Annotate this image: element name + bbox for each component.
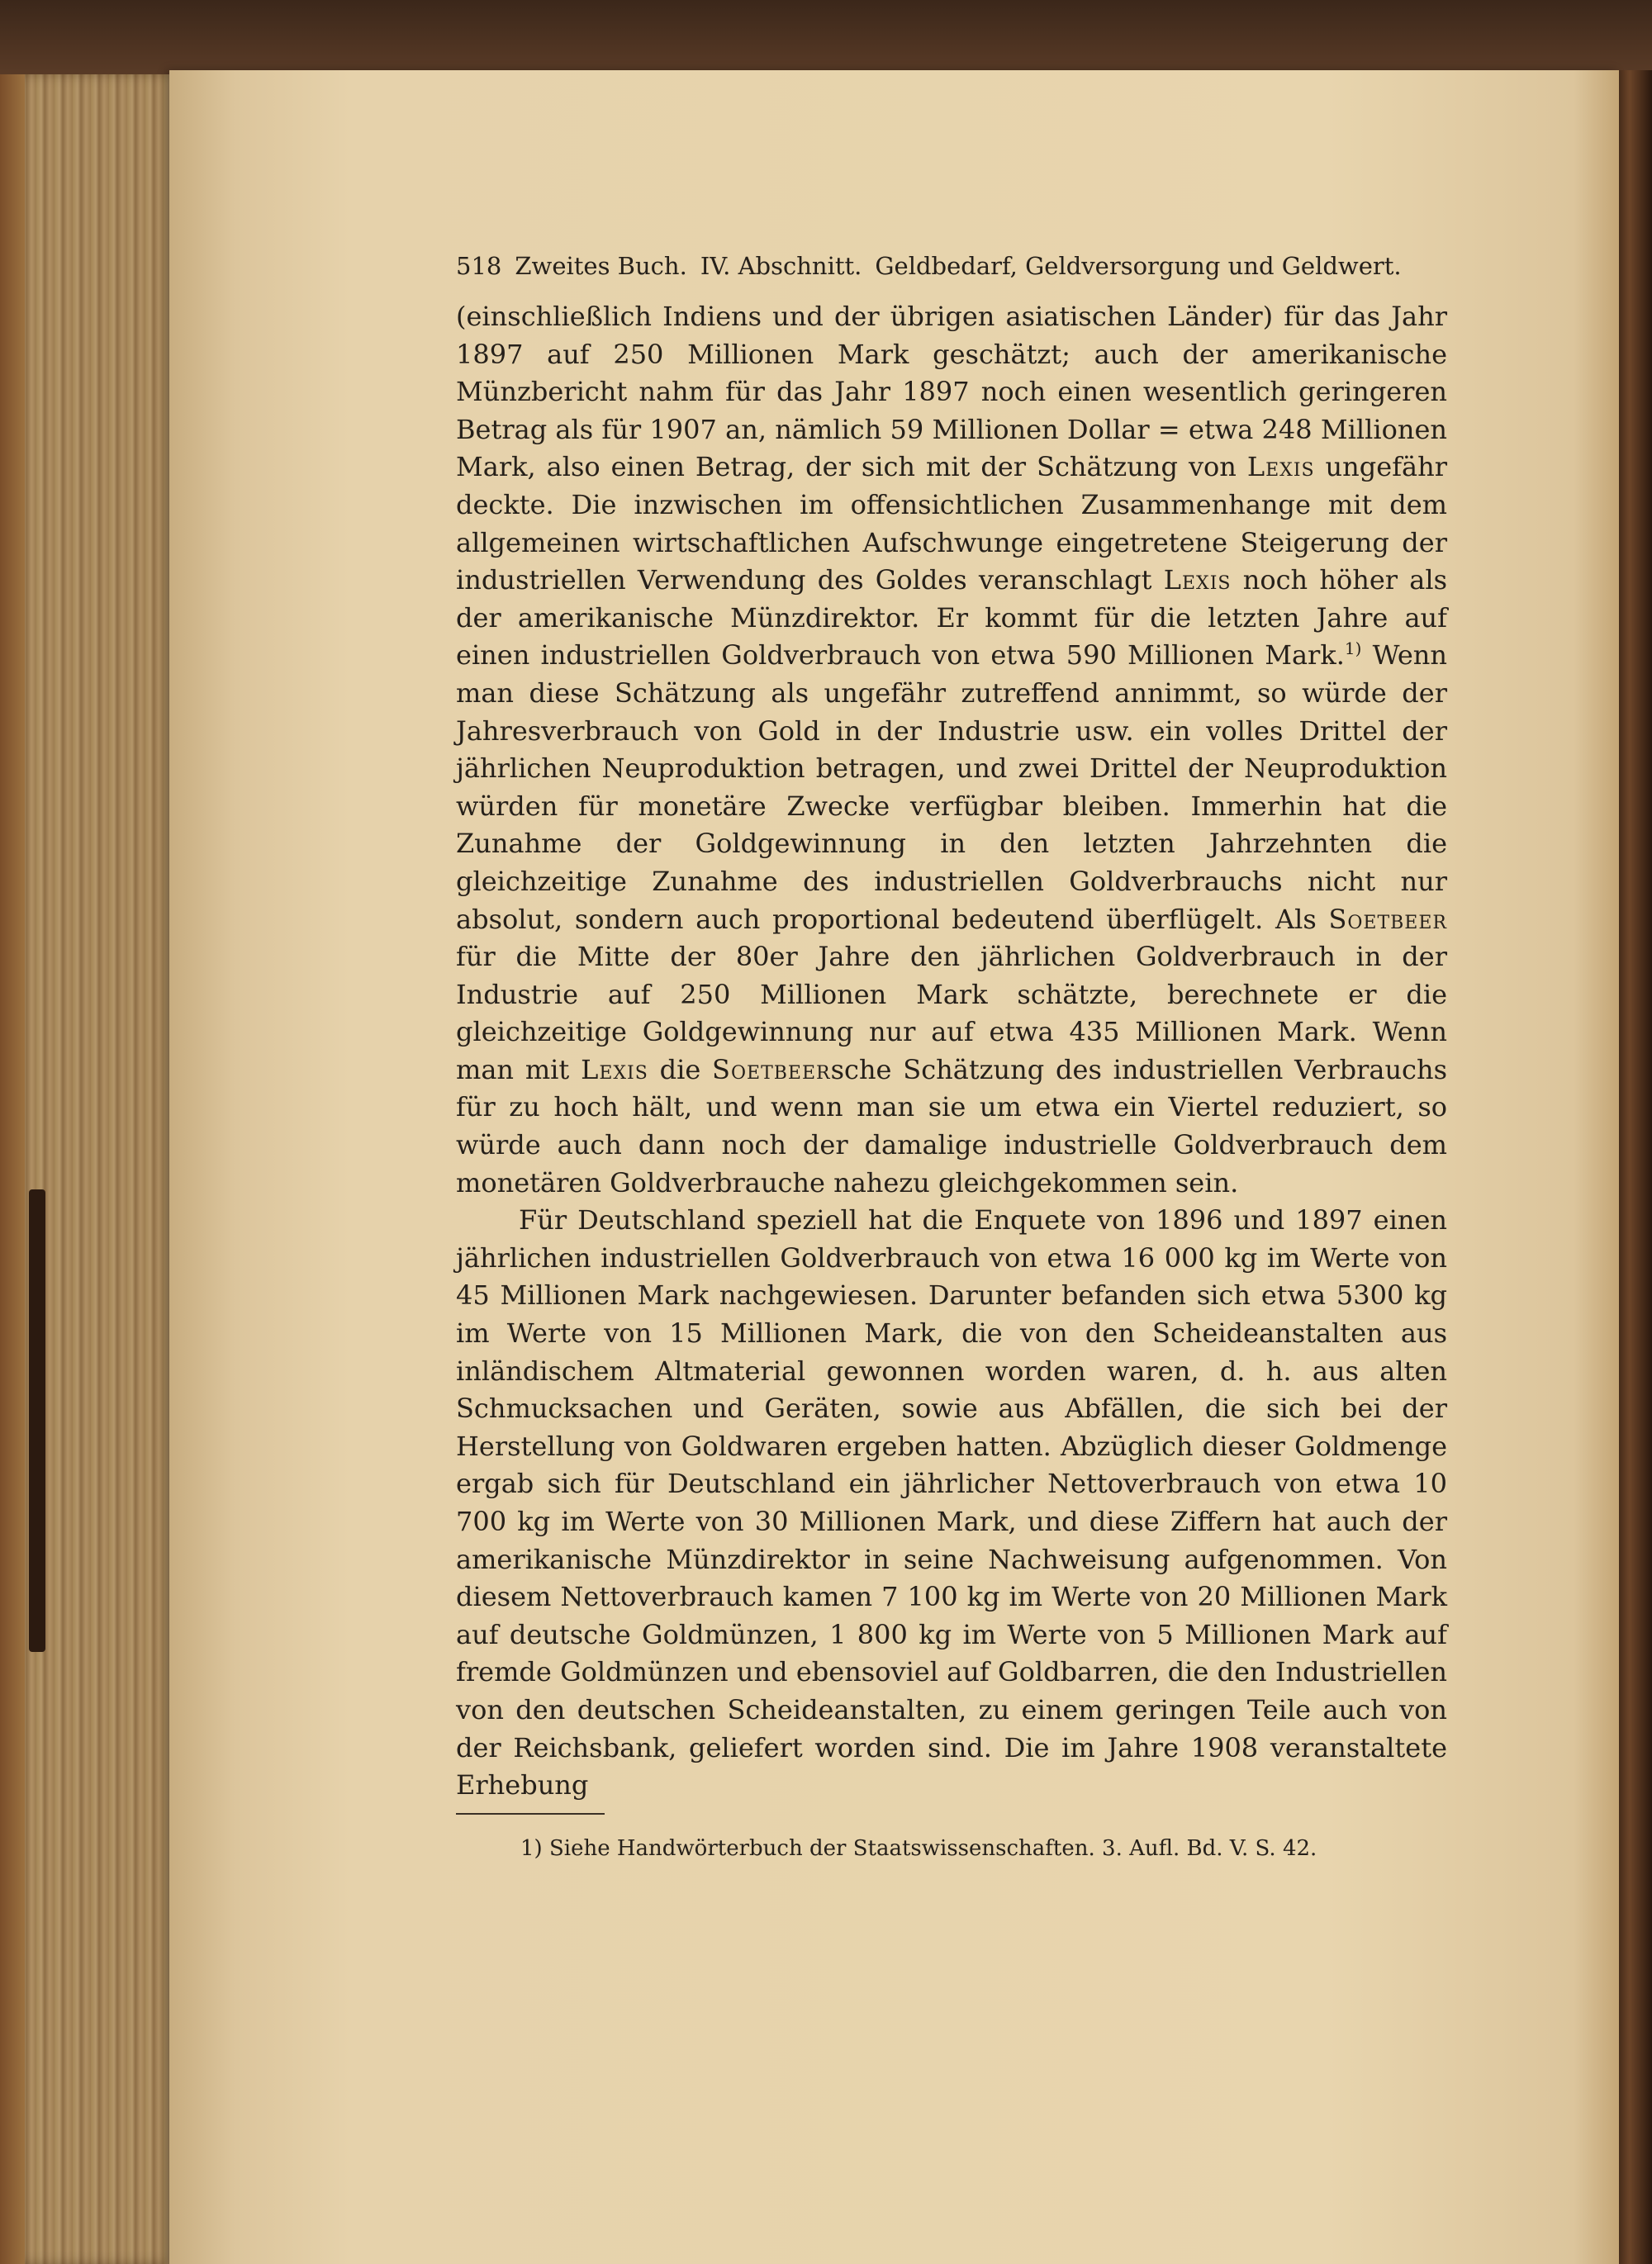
author-name-lexis: Lexis <box>581 1053 648 1085</box>
header-title: Geldbedarf, Geldversorgung und Geldwert. <box>875 252 1402 280</box>
p1-text-1: (einschließlich Indiens und der übrigen asiatischen Länder) für das Jahr 1897 auf 250 Millionen Mark geschätzt; auch der amerikanische Münzbericht nahm für das Jahr 1897 noch einen wesentlich geringeren Betrag als für 1907 an, nämlich 59 Millionen Dollar = etwa 248 Millionen Mark, also einen Betrag, der sich mit der Schätzung von <box>456 301 1447 483</box>
book-cover-edge <box>1615 70 1652 2264</box>
author-name-lexis: Lexis <box>1163 564 1232 596</box>
p1-text-3: noch höher als der amerikanische Münzdirektor. Er kommt für die letzten Jahre auf einen industriellen Goldverbrauch von etwa 590 Millionen Mark. <box>456 564 1448 672</box>
header-section: IV. Abschnitt. <box>700 252 862 280</box>
running-header <box>456 252 1447 280</box>
body-text <box>456 298 1447 1805</box>
p1-text-7: sche Schätzung des industriellen Verbrauchs für zu hoch hält, und wenn man sie um etwa ein Viertel reduziert, so würde auch dann noch der damalige industrielle Goldverbrauch dem monetären Goldverbrauche nahezu gleichgekommen sein. <box>456 1053 1447 1198</box>
p1-text-6: die <box>659 1053 701 1085</box>
author-name-soetbeer: Soetbeer <box>1328 903 1447 935</box>
book-page-edges <box>0 74 178 2264</box>
page-number: 518 <box>456 252 502 280</box>
paragraph-2: Für Deutschland speziell hat die Enquete von 1896 und 1897 einen jährlichen industriellen Goldverbrauch von etwa 16 000 kg im Werte von 45 Millionen Mark nachgewiesen. Darunter befanden sich etwa 5300 kg im Werte von 15 Millionen Mark, die von den Scheideanstalten aus inländischem Altmaterial gewonnen worden waren, d. h. aus alten Schmucksachen und Geräten, sowie aus Abfällen, die sich bei der Herstellung von Goldwaren ergeben hatten. Abzüglich dieser Goldmenge ergab sich für Deutschland ein jährlicher Nettoverbrauch von etwa 10 700 kg im Werte von 30 Millionen Mark, und diese Ziffern hat auch der amerikanische Münzdirektor in seine Nachweisung aufgenommen. Von diesem Nettoverbrauch kamen 7 100 kg im Werte von 20 Millionen Mark auf deutsche Goldmünzen, 1 800 kg im Werte von 5 Millionen Mark auf fremde Goldmünzen und ebensoviel auf Goldbarren, die den Industriellen von den deutschen Scheideanstalten, zu einem geringen Teile auch von der Reichsbank, geliefert worden sind. Die im Jahre 1908 veranstaltete Erhebung <box>456 1204 1447 1801</box>
author-name-soetbeer: Soetbeer <box>712 1053 831 1085</box>
footnote-rule <box>456 1813 605 1815</box>
spine-shadow <box>29 1189 45 1652</box>
page-text-block <box>456 252 1447 1861</box>
paragraph-1 <box>456 298 1447 1202</box>
footnote-reference: 1) <box>1344 638 1362 659</box>
header-book: Zweites Buch. <box>515 252 687 280</box>
p1-text-2: ungefähr deckte. Die inzwischen im offensichtlichen Zusammenhange mit dem allgemeinen wirtschaftlichen Aufschwunge eingetretene Steigerung der industriellen Verwendung des Goldes veranschlagt <box>456 451 1448 596</box>
p1-text-4: Wenn man diese Schätzung als ungefähr zutreffend annimmt, so würde der Jahresverbrauch von Gold in der Industrie usw. ein volles Drittel der jährlichen Neuproduktion betragen, und zwei Drittel der Neuproduktion würden für monetäre Zwecke verfügbar bleiben. Immerhin hat die Zunahme der Goldgewinnung in den letzten Jahrzehnten die gleichzeitige Zunahme des industriellen Goldverbrauchs nicht nur absolut, sondern auch proportional bedeutend überflügelt. Als <box>456 639 1448 935</box>
p1-text-5: für die Mitte der 80er Jahre den jährlichen Goldverbrauch in der Industrie auf 250 Millionen Mark schätzte, berechnete er die gleichzeitige Goldgewinnung nur auf etwa 435 Millionen Mark. Wenn man mit <box>456 941 1447 1085</box>
author-name-lexis: Lexis <box>1246 451 1315 483</box>
footnote: 1) Siehe Handwörterbuch der Staatswissenschaften. 3. Aufl. Bd. V. S. 42. <box>520 1835 1317 1861</box>
